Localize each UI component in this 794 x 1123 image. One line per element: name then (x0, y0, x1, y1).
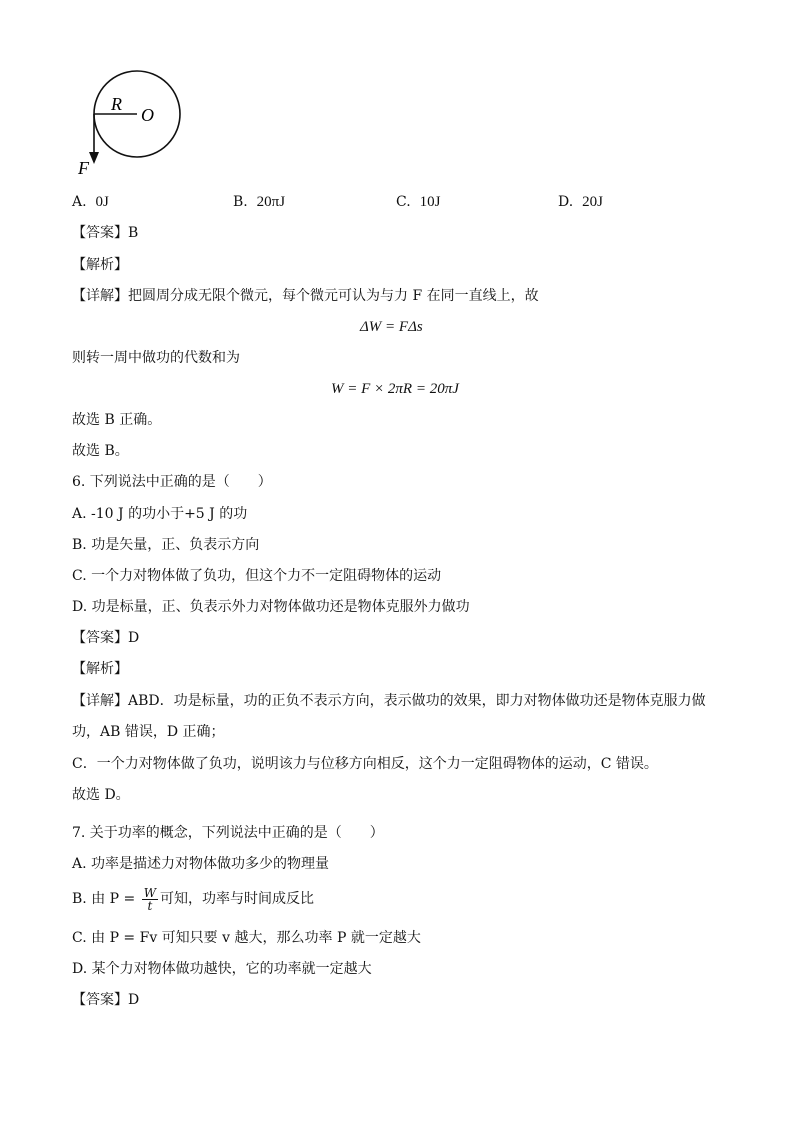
option-letter: C. (396, 194, 411, 210)
q6-option-a: A. -10 J 的功小于+5 J 的功 (72, 506, 248, 522)
q5-equation-2: W = F × 2πR = 20πJ (331, 381, 459, 397)
force-arrowhead (89, 152, 99, 164)
q7-option-a: A. 功率是描述力对物体做功多少的物理量 (72, 856, 330, 872)
detail-tag: 【详解】 (72, 288, 128, 304)
option-letter: B. (233, 194, 248, 210)
q6-option-d: D. 功是标量，正、负表示外力对物体做功还是物体克服外力做功 (72, 599, 470, 615)
fraction-denominator: t (147, 898, 153, 913)
q5-option-c (396, 193, 440, 211)
answer-value: D (128, 630, 140, 646)
q5-detail-line (72, 287, 539, 305)
answer-value: B (128, 225, 139, 241)
option-b-prefix: B. 由 P = (72, 891, 140, 907)
q7-option-b (72, 884, 314, 914)
option-letter: A. (72, 194, 87, 210)
answer-value: D (128, 992, 140, 1008)
option-text: 20J (582, 194, 603, 210)
q7-option-c: C. 由 P = Fv 可知只要 v 越大，那么功率 P 就一定越大 (72, 930, 421, 946)
q6-option-b: B. 功是矢量，正、负表示方向 (72, 537, 260, 553)
q6-analysis-tag: 【解析】 (72, 661, 128, 677)
q7-option-d: D. 某个力对物体做功越快，它的功率就一定越大 (72, 961, 372, 977)
option-text: 20πJ (256, 194, 286, 210)
answer-tag: 【答案】 (72, 630, 128, 646)
q6-stem: 6. 下列说法中正确的是（ ） (72, 474, 272, 490)
q7-answer-line (72, 991, 139, 1009)
option-text: 0J (95, 194, 109, 210)
q5-line-2: 则转一周中做功的代数和为 (72, 350, 240, 366)
q6-option-c: C. 一个力对物体做了负功，但这个力不一定阻碍物体的运动 (72, 568, 442, 584)
fraction-w-over-t (142, 887, 158, 912)
label-O: O (141, 105, 154, 125)
q6-detail-line-4: 故选 D。 (72, 787, 130, 803)
fraction-numerator: W (143, 885, 157, 900)
q5-equation-1: ΔW = FΔs (360, 319, 423, 335)
q6-detail-line-1 (72, 692, 706, 710)
label-F: F (78, 158, 89, 178)
q5-answer-line (72, 224, 138, 242)
detail-text: 把圆周分成无限个微元，每个微元可认为与力 F 在同一直线上，故 (128, 288, 539, 304)
q5-analysis-tag: 【解析】 (72, 257, 128, 273)
q6-answer-line (72, 629, 139, 647)
option-text: 10J (419, 194, 441, 210)
q5-option-a (72, 193, 109, 211)
option-letter: D. (558, 194, 574, 210)
answer-tag: 【答案】 (72, 992, 128, 1008)
q5-line-3: 故选 B 正确。 (72, 412, 162, 428)
detail-tag: 【详解】 (72, 693, 128, 709)
q6-detail-line-3: C．一个力对物体做了负功，说明该力与位移方向相反，这个力一定阻碍物体的运动，C 错误。 (72, 756, 658, 772)
option-b-suffix: 可知，功率与时间成反比 (160, 891, 315, 907)
label-R: R (111, 94, 122, 114)
q7-stem: 7. 关于功率的概念，下列说法中正确的是（ ） (72, 825, 384, 841)
detail-text: ABD．功是标量，功的正负不表示方向，表示做功的效果，即力对物体做功还是物体克服力做 (128, 693, 706, 709)
q5-line-4: 故选 B。 (72, 443, 129, 459)
q6-detail-line-2: 功，AB 错误，D 正确； (72, 724, 225, 740)
answer-tag: 【答案】 (72, 225, 128, 241)
circle-force-figure (70, 70, 190, 182)
q5-option-d (558, 193, 603, 211)
q5-option-b (233, 193, 285, 211)
